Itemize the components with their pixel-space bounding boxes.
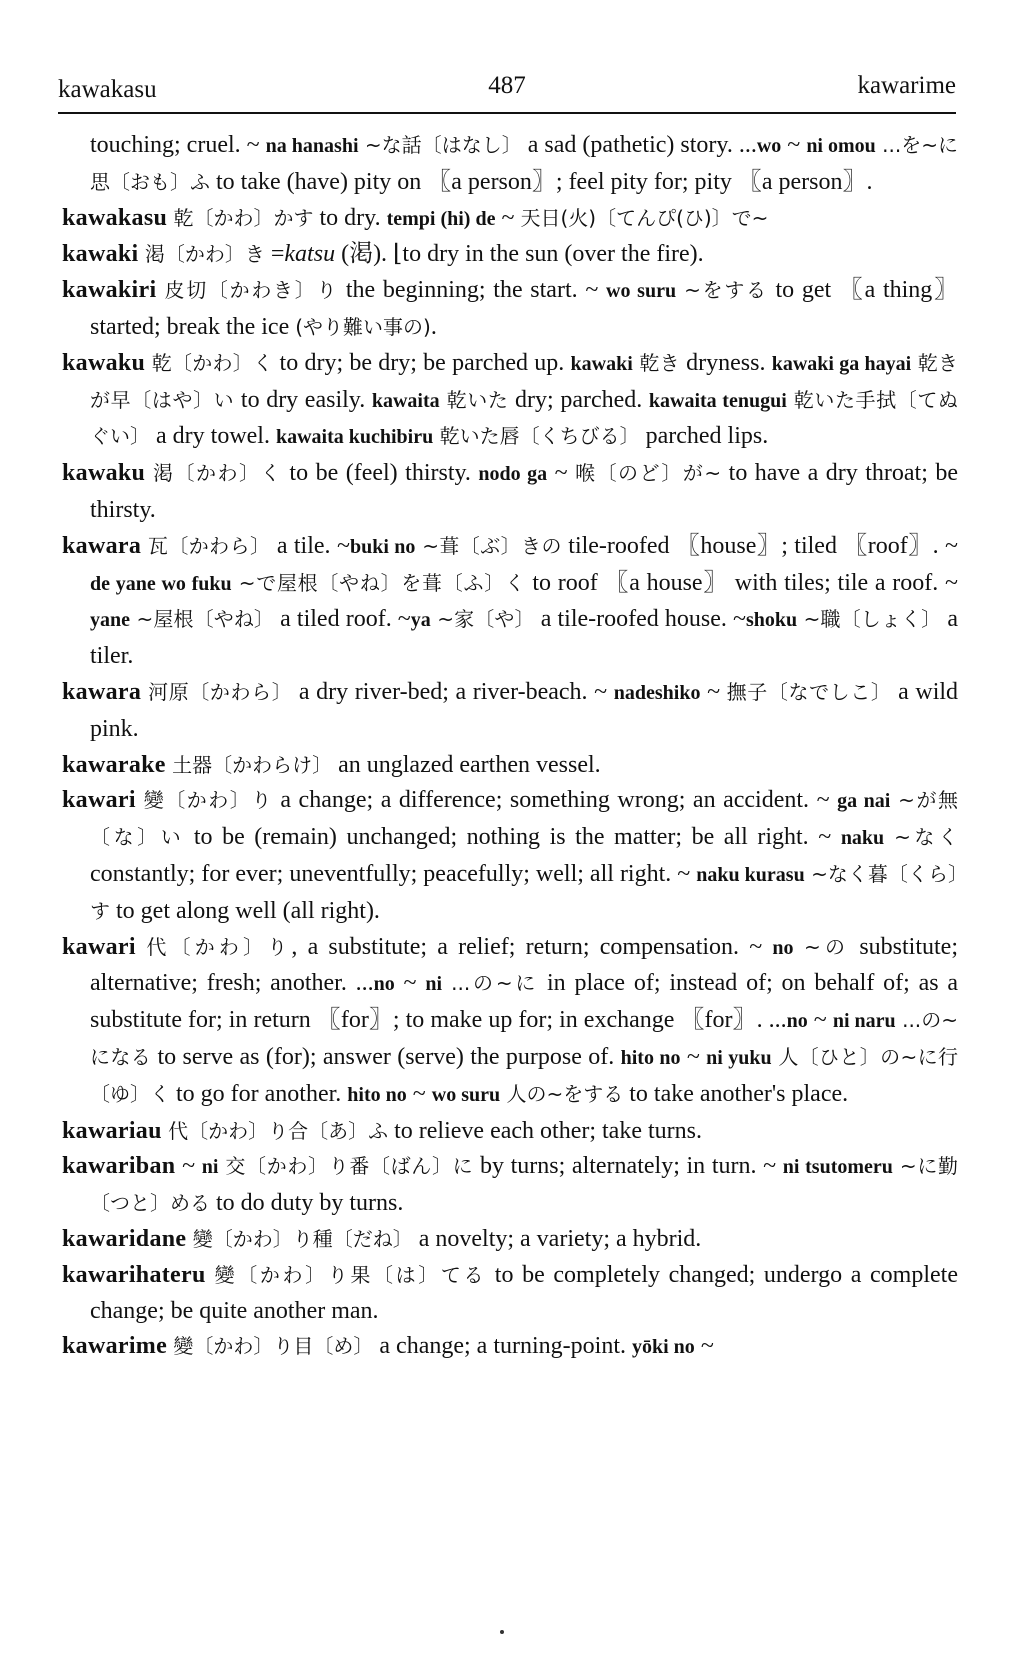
romaji-phrase: ni yuku [706, 1046, 772, 1069]
definition-text: ~ [406, 1080, 432, 1107]
japanese-text: ~をする [676, 278, 768, 303]
dictionary-entry [62, 1329, 958, 1366]
definition-text: to have a dry throat; be thirsty. [90, 460, 958, 523]
headword: kawaku [62, 460, 146, 487]
headword: kawakasu [62, 204, 168, 231]
definition-text: ~ [175, 1153, 202, 1180]
definition-text: to take (have) pity on 〖a person〗; feel pity for; pity 〖a person〗. [210, 168, 873, 195]
romaji-phrase: tempi (hi) de [386, 207, 496, 230]
definition-text: a dry river-bed; a river-beach. ~ [292, 678, 614, 705]
dictionary-entry [62, 930, 958, 1114]
headword: kawari [62, 787, 136, 814]
print-speck [500, 1630, 504, 1634]
definition-text: a tiled roof. ~ [274, 606, 411, 633]
definition-text: a dry towel. [150, 423, 276, 450]
dictionary-entry [62, 1258, 958, 1330]
romaji-phrase: na hanashi [265, 135, 359, 157]
japanese-text: 瓦〔かわら〕 [141, 533, 271, 558]
definition-text: = [264, 241, 285, 268]
romaji-phrase: kawaita kuchibiru [275, 426, 434, 449]
japanese-text: 變〔かわ〕り目〔め〕 [167, 1334, 374, 1359]
definition-text: to take another's place. [623, 1080, 849, 1107]
definition-text: an unglazed earthen vessel. [332, 751, 601, 778]
definition-text: to dry easily. [234, 386, 372, 413]
japanese-text: ~なく [884, 825, 959, 850]
japanese-text: 乾いた手拭〔てぬぐい〕 [90, 387, 959, 449]
dictionary-entry [62, 783, 958, 929]
headword: kawara [62, 678, 142, 705]
romaji-phrase: yane [90, 609, 130, 632]
guide-word-left: kawakasu [58, 76, 157, 103]
entry-continuation [62, 128, 958, 201]
romaji-phrase: no [786, 1010, 808, 1033]
japanese-text: 人〔ひと〕の~に行〔ゆ〕く [90, 1044, 959, 1106]
japanese-text: 乾いた [439, 387, 509, 412]
headword: kawaki [62, 241, 139, 268]
japanese-text: ~なく暮〔くら〕す [90, 861, 958, 923]
headword: kawariban [62, 1153, 176, 1180]
dictionary-entry [62, 1222, 958, 1258]
japanese-text: 河原〔かわら〕 [141, 679, 293, 704]
dictionary-entries [62, 128, 958, 1366]
guide-word-right: kawarime [857, 72, 956, 99]
japanese-text: ~屋根〔やね〕 [130, 607, 275, 632]
definition-text: the beginning; the start. ~ [338, 277, 607, 304]
japanese-text: 乾〔かわ〕く [145, 350, 274, 375]
definition-text: to go for another. [170, 1080, 348, 1107]
japanese-text: 變〔かわ〕り [135, 788, 273, 813]
definition-text: ~ [495, 204, 521, 231]
definition-text: tile-roofed 〖house〗; tiled 〖roof〗. ~ [561, 532, 958, 559]
japanese-text: 天日(火)〔てんぴ(ひ)〕で~ [520, 205, 769, 230]
dictionary-entry [62, 1114, 958, 1150]
romaji-phrase: wo suru [431, 1083, 501, 1106]
headword: kawarake [62, 751, 166, 778]
definition-text: a tile. ~ [270, 532, 350, 559]
definition-text: ~ [694, 1333, 714, 1360]
definition-text: a tile-roofed house. ~ [534, 606, 747, 633]
definition-text: to be completely changed; undergo a complete change; be quite another man. [90, 1261, 958, 1324]
romaji-phrase: no [373, 973, 395, 996]
definition-text: to do duty by turns. [210, 1190, 404, 1217]
definition-text: touching; cruel. ~ [90, 132, 266, 158]
definition-text: ~ [807, 1007, 833, 1034]
definition-text: parched lips. [639, 423, 769, 450]
romaji-phrase: de yane wo fuku [90, 572, 232, 595]
headword: kawariau [62, 1117, 162, 1144]
headword: kawaku [62, 349, 146, 376]
definition-text: ~ [680, 1043, 707, 1070]
japanese-text: ~職〔しょく〕 [797, 607, 942, 632]
japanese-text: ...の~に [442, 971, 539, 996]
definition-text: dry; parched. [508, 386, 649, 413]
japanese-text: 乾〔かわ〕かす [167, 205, 314, 230]
definition-text: by turns; alternately; in turn. ~ [473, 1153, 783, 1180]
japanese-text: 代〔かわ〕り [135, 934, 292, 959]
romaji-phrase: ni tsutomeru [782, 1156, 893, 1179]
definition-text: to dry; be dry; be parched up. [273, 349, 571, 376]
headword: kawakiri [62, 277, 157, 304]
definition-text: a tiler. [90, 606, 958, 670]
japanese-text: ~の [793, 934, 850, 959]
japanese-text: ...を~に思〔おも〕ふ [90, 133, 959, 194]
definition-text: . [430, 313, 437, 340]
definition-text: (渇). ⌊to dry in the sun (over the fire). [335, 241, 704, 268]
japanese-text: ...の~になる [90, 1008, 959, 1069]
headword: kawarihateru [62, 1261, 206, 1288]
japanese-text: 皮切〔かわき〕り [156, 278, 339, 303]
definition-text: to serve as (for); answer (serve) the purpose of. [151, 1043, 621, 1070]
romaji-phrase: wo [756, 135, 782, 157]
dictionary-entry [62, 748, 958, 784]
definition-text: a novelty; a variety; a hybrid. [412, 1225, 702, 1252]
romaji-phrase: ni naru [832, 1010, 896, 1033]
cross-reference: katsu [284, 241, 336, 268]
definition-text: to get along well (all right). [110, 897, 380, 924]
definition-text: a sad (pathetic) story. ... [521, 132, 757, 158]
definition-text: ~ [781, 132, 807, 158]
japanese-text: 撫子〔なでしこ〕 [726, 679, 892, 704]
japanese-text: ~で屋根〔やね〕を葺〔ふ〕く [231, 570, 526, 595]
japanese-text: 渇〔かわ〕く [145, 461, 282, 486]
japanese-text: ~葺〔ぶ〕きの [415, 533, 562, 558]
definition-text: to get 〖a thing〗 started; break the ice [90, 277, 958, 340]
japanese-text: (やり難い事の) [295, 314, 431, 339]
japanese-text: ~家〔や〕 [430, 607, 535, 632]
japanese-text: 乾き [632, 350, 680, 375]
definition-text: a wild pink. [90, 678, 959, 742]
definition-text: to be (feel) thirsty. [281, 460, 479, 487]
japanese-text: ~が無〔な〕い [90, 788, 958, 850]
romaji-phrase: ni omou [806, 135, 876, 157]
dictionary-entry [62, 456, 958, 529]
japanese-text: 變〔かわ〕り果〔は〕てる [205, 1262, 487, 1287]
romaji-phrase: nodo ga [478, 463, 548, 486]
romaji-phrase: naku kurasu [696, 863, 805, 886]
dictionary-entry [62, 675, 958, 748]
dictionary-entry [62, 273, 958, 346]
definition-text: to relieve each other; take turns. [388, 1117, 702, 1144]
romaji-phrase: ni [201, 1156, 219, 1179]
japanese-text: 乾きが早〔はや〕い [90, 350, 959, 412]
definition-text: ~ [700, 678, 727, 705]
romaji-phrase: kawaki ga hayai [771, 352, 912, 375]
headword: kawara [62, 532, 142, 559]
romaji-phrase: kawaita [371, 389, 440, 412]
romaji-phrase: yōki no [632, 1336, 695, 1359]
japanese-text: 人の~をする [500, 1081, 624, 1106]
romaji-phrase: nadeshiko [613, 681, 701, 704]
headword: kawarime [62, 1333, 168, 1360]
page-number: 487 [488, 72, 526, 99]
romaji-phrase: shoku [746, 609, 798, 632]
romaji-phrase: ni [425, 973, 443, 996]
definition-text: ~ [547, 460, 576, 487]
headword: kawaridane [62, 1225, 187, 1252]
romaji-phrase: buki no [349, 535, 416, 558]
romaji-phrase: hito no [620, 1046, 681, 1069]
japanese-text: 渇〔かわ〕き [138, 242, 265, 267]
romaji-phrase: no [772, 936, 794, 959]
japanese-text: 代〔かわ〕り合〔あ〕ふ [161, 1118, 389, 1143]
japanese-text: 變〔かわ〕り種〔だね〕 [186, 1226, 413, 1251]
definition-text: , a substitute; a relief; return; compensation. ~ [291, 933, 773, 960]
definition-text: dryness. [679, 349, 772, 376]
romaji-phrase: kawaita tenugui [648, 389, 787, 412]
definition-text: to be (remain) unchanged; nothing is the matter; be all right. ~ [184, 824, 841, 851]
definition-text: to roof 〖a house〗 with tiles; tile a roof. ~ [525, 569, 958, 596]
japanese-text: 交〔かわ〕り番〔ばん〕に [218, 1154, 474, 1179]
romaji-phrase: ga nai [837, 790, 891, 813]
definition-text: substitute; alternative; fresh; another. ... [90, 933, 959, 997]
definition-text: constantly; for ever; uneventfully; peacefully; well; all right. ~ [90, 860, 697, 887]
definition-text: ~ [394, 970, 426, 997]
definition-text: in place of; instead of; on behalf of; as a substitute for; in return 〖for〗; to make up for; in exchange 〖for〗. ... [90, 970, 959, 1034]
romaji-phrase: hito no [347, 1083, 407, 1106]
japanese-text: 土器〔かわらけ〕 [165, 752, 333, 777]
definition-text: a change; a difference; something wrong; an accident. ~ [272, 787, 838, 814]
japanese-text: ~に勤〔つと〕める [90, 1154, 958, 1216]
romaji-phrase: kawaki [570, 352, 633, 375]
dictionary-entry [62, 237, 958, 273]
dictionary-entry [62, 1149, 958, 1222]
japanese-text: 喉〔のど〕が~ [575, 461, 722, 486]
definition-text: a change; a turning-point. [373, 1333, 632, 1360]
japanese-text: ~な話〔はなし〕 [358, 133, 522, 157]
headword: kawari [62, 933, 136, 960]
romaji-phrase: ya [410, 609, 431, 632]
page-header [58, 72, 956, 114]
romaji-phrase: wo suru [606, 280, 677, 303]
dictionary-entry [62, 201, 958, 238]
dictionary-entry [62, 529, 958, 675]
definition-text: to dry. [313, 204, 387, 231]
romaji-phrase: naku [840, 827, 885, 850]
japanese-text: 乾いた唇〔くちびる〕 [433, 424, 640, 449]
dictionary-entry [62, 346, 958, 456]
